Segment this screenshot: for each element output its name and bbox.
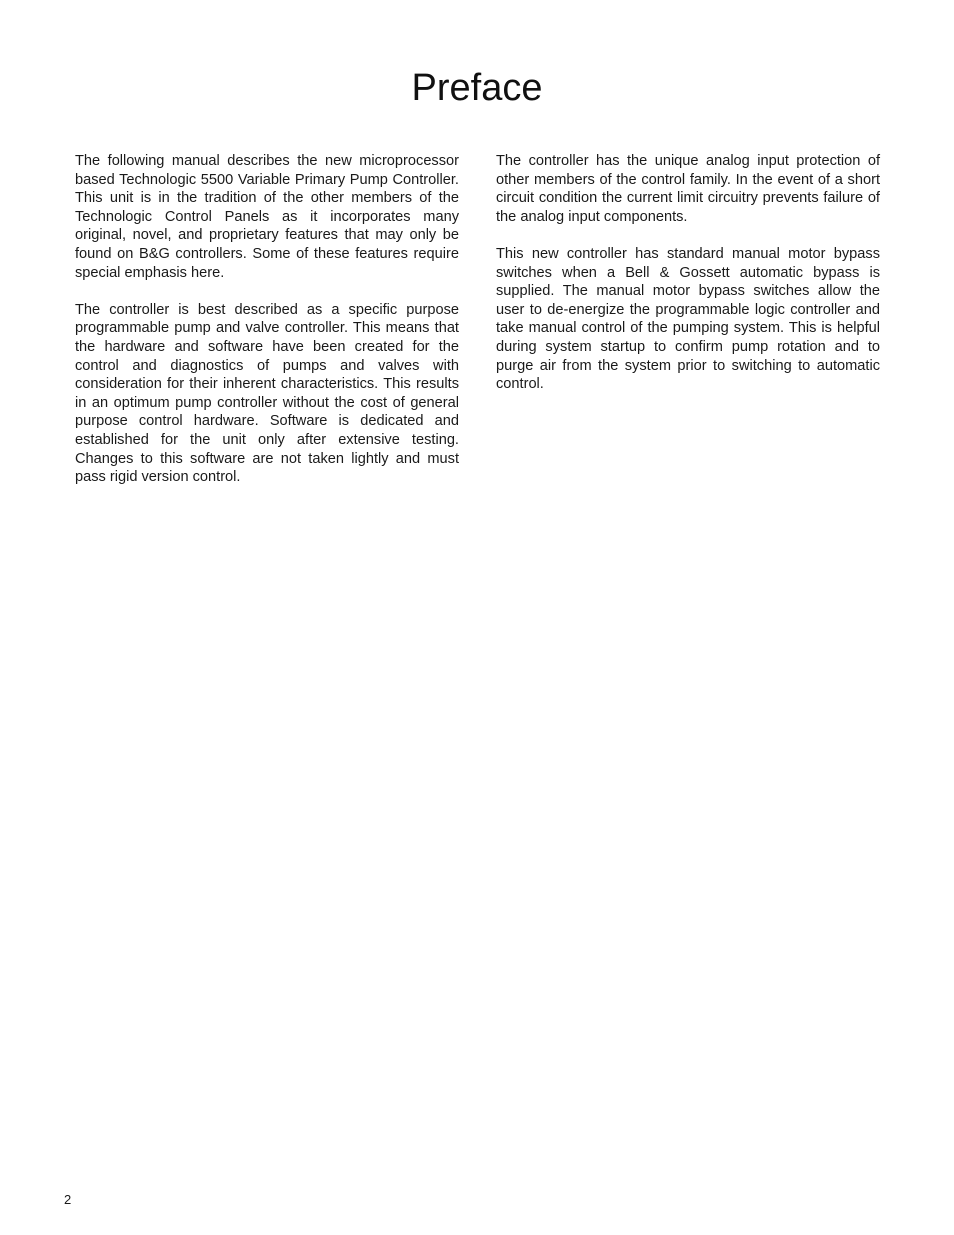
page-title: Preface <box>411 67 543 109</box>
paragraph-controller-description: The controller is best described as a specific purpose programmable pump and valve controller. This means that the hardware and software have been created for the control and diagnostics of pumps and valves with consideration for their inherent characteristics. This results in an optimum pump controller without the cost of general purpose control hardware. Software is dedicated and established for the unit only after extensive testing. Changes to this software are not taken lightly and must pass rigid version control. <box>75 301 459 486</box>
page-number: 2 <box>64 1192 72 1207</box>
paragraph-analog-input-protection: The controller has the unique analog input protection of other members of the control family. In the event of a short circuit condition the current limit circuitry prevents failure of the analog input components. <box>496 153 880 225</box>
left-column <box>75 152 459 505</box>
paragraph-manual-bypass: This new controller has standard manual motor bypass switches when a Bell & Gossett automatic bypass is supplied. The manual motor bypass switches allow the user to de-energize the programmable logic controller and take manual control of the pumping system. This is helpful during system startup to confirm pump rotation and to purge air from the system prior to switching to automatic control. <box>496 245 880 393</box>
right-column <box>496 152 880 412</box>
paragraph-intro: The following manual describes the new microprocessor based Technologic 5500 Variable Primary Pump Controller. This unit is in the tradition of the other members of the Technologic Control Panels as it incorporates many original, novel, and proprietary features that may only be found on B&G controllers. Some of these features require special emphasis here. <box>75 153 459 281</box>
